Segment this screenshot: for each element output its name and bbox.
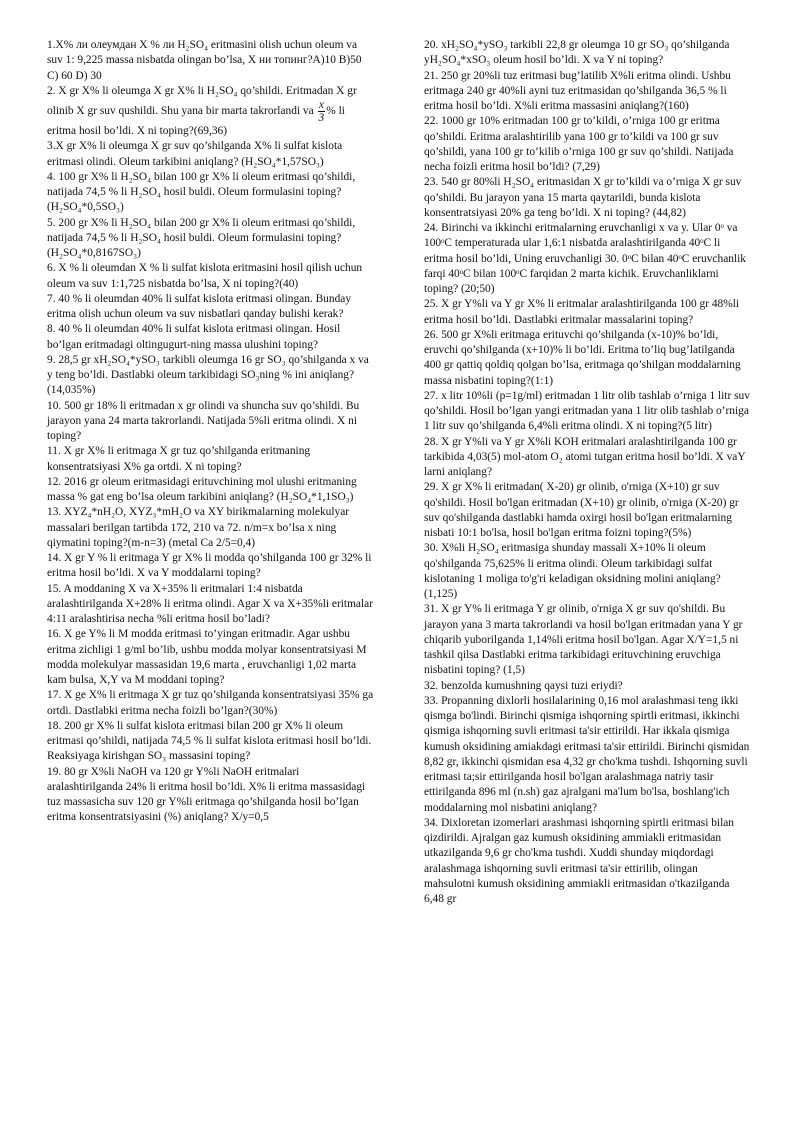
question-text: 15. A moddaning X va X+35% li eritmalari 1:4 nisbatda aralashtirilganda X+28% li eritma olindi. Agar X va X+35%li eritmalar 4:11 aralashtirisa necha %li eritma hosil bo’ladi? (47, 582, 373, 625)
question-text: 29. X gr X% li eritmadan( X-20) gr olinib, o'rniga (X+10) gr suv qo'shildi. Hosil bo'lgan eritmadan (X+10) gr olinib, o'rniga (X-20) gr suv qo'shilganda dastlabki hamda oxirgi hosil bo'lgan eritmalarning nisbati 10:1 bo'lsa, hosil bo'lgan eritma foizni toping?(5%) (424, 481, 739, 539)
question-text: 30. X%li H₂SO₄ eritmasiga shunday massali X+10% li oleum qo'shilganda 75,625% li eritma olindi. Oleum tarkibidagi sulfat kislotaning 1 moliga to'g'ri keladigan oksidning molini aniqlang?(1,125) (424, 542, 721, 600)
question-21 (424, 69, 750, 115)
question-text: 25. X gr Y%li va Y gr X% li eritmalar aralashtirilganda 100 gr 48%li eritma hosil bo’ldi. Dastlabki eritmalar massalarini toping? (424, 298, 740, 326)
question-text: 1.X% ли олеумдан X % ли H₂SO₄ eritmasini olish uchun oleum va suv 1: 9,225 massa nisbatda olingan bo’lsa, X ни топинг?A)10 B)50 C) 60 D) 30 (47, 39, 362, 82)
question-32 (424, 679, 750, 694)
question-text: 7. 40 % li oleumdan 40% li sulfat kislota eritmasi olingan. Bunday eritma olish uchun oleum va suv nisbatlari qanday bulishi kerak? (47, 292, 352, 320)
question-text: 14. X gr Y % li eritmaga Y gr X% li modda qo’shilganda 100 gr 32% li eritma hosil bo’ldi. X va Y moddalarni toping? (47, 552, 372, 580)
question-24 (424, 221, 750, 297)
question-text: 5. 200 gr X% li H₂SO₄ bilan 200 gr X% li oleum eritmasi qo’shildi, natijada 74,5 % li H₂SO₄ hosil buldi. Oleum formulasini toping? (H₂SO₄*0,8167SO₃) (47, 216, 356, 259)
question-7 (47, 292, 374, 323)
question-26 (424, 328, 750, 389)
question-20 (424, 38, 750, 69)
question-14 (47, 551, 374, 582)
question-text: 3.X gr X% li oleumga X gr suv qo’shilganda X% li sulfat kislota eritmasi olindi. Oleum tarkibini aniqlang? (H₂SO₄*1,57SO₃) (47, 140, 343, 168)
question-text: 24. Birinchi va ikkinchi eritmalarning eruvchanligi x va y. Ular 0ᵒ va 100ᵒC temperaturada ular 1,6:1 nisbatda aralashtirilganda 40ᵒC li eritma hosil bo’ldi, Uning eruvchanligi 30. 0ᵒC bilan 40ᵒC eruvchanlik farqi 40ᵒC bilan 100ᵒC farqidan 2 marta kichik. Eruvchanliklarni toping? (20;50) (424, 222, 746, 295)
right-column (424, 38, 750, 907)
question-9 (47, 353, 374, 399)
question-30 (424, 541, 750, 602)
question-22 (424, 114, 750, 175)
question-29 (424, 480, 750, 541)
question-text: 9. 28,5 gr xH₂SO₄*ySO₃ tarkibli oleumga 16 gr SO₃ qo’shilganda x va y teng bo’ldi. Dastlabki oleum tarkibidagi SO₃ning % ini aniqlang?(14,035%) (47, 353, 369, 397)
question-10 (47, 399, 374, 445)
question-text: 12. 2016 gr oleum eritmasidagi erituvchining mol ulushi eritmaning massa % gat eng bo’lsa oleum tarkibini aniqlang? (H₂SO₄*1,1SO₃) (47, 475, 357, 503)
question-text: % li eritma hosil bo’ldi. X ni toping?(69,36) (47, 105, 345, 137)
question-text: 19. 80 gr X%li NaOH va 120 gr Y%li NaOH eritmalari aralashtirilganda 24% li eritma hosil bo’ldi. X% li eritma massasidagi tuz massasicha suv 120 gr Y%li eritmaga qo’shilganda hosil bo’lgan eritma konsentratsiyasini (%) aniqlang? X/y=0,5 (47, 765, 366, 824)
question-2 (47, 84, 374, 140)
question-text: 6. X % li oleumdan X % li sulfat kislota eritmasini hosil qilish uchun oleum va suv 1:1,725 nisbatda bo’lsa, X ni toping?(40) (47, 262, 363, 290)
fraction-denominator: 3 (318, 112, 325, 124)
question-text: 23. 540 gr 80%li H₂SO₄ eritmasidan X gr to’kildi va o’rniga X gr suv qo’shildi. Bu jarayon yana 15 marta qaytarildi, bunda kislota konsentratsiyasi 20% ga teng bo’ldi. X ni toping? (44,82) (424, 176, 742, 219)
question-16 (47, 627, 374, 688)
question-text: 16. X ge Y% li M modda eritmasi to’yingan eritmadir. Agar ushbu eritma zichligi 1 g/ml bo’lib, ushbu modda molyar konsentratsiyasi M modda molekulyar massasidan 19,6 marta , eruvchanligi 1,02 marta kam bulsa, X,Y va M moddani toping? (47, 628, 367, 686)
question-18 (47, 719, 374, 765)
question-23 (424, 175, 750, 221)
question-15 (47, 582, 374, 628)
question-text: 21. 250 gr 20%li tuz eritmasi bug’latilib X%li eritma olindi. Ushbu eritmaga 240 gr 40%li ayni tuz eritmasidan qo’shilganda 36,5 % li eritma hosil bo’ldi. X%li eritma massasini aniqlang?(160) (424, 69, 731, 112)
question-text: 32. benzolda kumushning qaysi tuzi eriydi? (424, 679, 623, 692)
question-text: 33. Propanning dixlorli hosilalarining 0,16 mol aralashmasi teng ikki qismga bo'lindi. Birinchi qismiga ishqorning spirtli eritmasi, ikkinchi qismiga ishqorning suvli eritmasi ta'sir ettirildi. Har ikkala qismiga kumush oksidining amiakdagi eritmasi ta'sir ettirildi. Birinchi qismidan 8,82 gr, ikkinchi qismidan esa 4,32 gr cho'kma tushdi. Ishqorning suvli eritmasi ta;sir ettirilganda hosil bo'lgan aralashmaga natriy tasir ettirilganda 896 ml (n.sh) gaz ajralgani ma'lum bo'lsa, boshlang'ich moddalarning mol nisbatini aniqlang? (424, 694, 750, 814)
question-17 (47, 688, 374, 719)
question-text: 4. 100 gr X% li H₂SO₄ bilan 100 gr X% li oleum eritmasi qo’shildi, natijada 74,5 % li H₂SO₄ hosil buldi. Oleum formulasini toping? (H₂SO₄*0,5SO₃) (47, 170, 356, 214)
question-text: 2. X gr X% li oleumga X gr X% li H₂SO₄ qo’shildi. Eritmadan X gr olinib X gr suv qushildi. Shu yana bir marta takrorlandi va (47, 84, 357, 118)
question-4 (47, 170, 374, 216)
question-text: 17. X ge X% li eritmaga X gr tuz qo’shilganda konsentratsiyasi 35% ga ortdi. Dastlabki eritma necha foizli bo’lgan?(30%) (47, 689, 374, 717)
question-12 (47, 475, 374, 506)
fraction (318, 99, 326, 124)
question-text: 18. 200 gr X% li sulfat kislota eritmasi bilan 200 gr X% li oleum eritmasi qo’shildi, natijada 74,5 % li sulfat kislota eritmasi hosil bo’ldi. Reaksiyaga kirishgan SO₃ massasini toping? (47, 719, 372, 763)
question-28 (424, 435, 750, 481)
question-text: 22. 1000 gr 10% eritmadan 100 gr to’kildi, o’rniga 100 gr eritma qo’shildi. Eritma aralashtirilib yana 100 gr to’kildi va 100 gr suv qo’shildi, yana 100 gr to’kilib o’rniga 100 gr suv qo’shildi. Natijada necha foizli eritma hosil bo’ldi? (7,29) (424, 115, 734, 173)
left-column (47, 38, 374, 826)
question-8 (47, 322, 374, 353)
question-text: 26. 500 gr X%li eritmaga erituvchi qo’shilganda (x-10)% bo’ldi, eruvchi qo’shilganda (x+10)% li bo’ldi. Eritma to’liq bug’latilganda 400 gr qattiq qoldiq qolgan bo’lsa, eritmaga qo’shilgan moddalarning massa nisbatini toping?(1:1) (424, 328, 741, 387)
question-text: 34. Dixloretan izomerlari arashmasi ishqorning spirtli eritmasi bilan qizdirildi. Ajralgan gaz kumush oksidining ammiakli eritmasidan utkazilganda 9,6 gr cho'kma tushdi. Xuddi shunday miqdordagi aralashmaga ishqorning suvli eritmasi ta'sir ettirilib, olingan mahsulotni kumush oksidining ammiakli eritmasidan o'tkazilganda 6,48 gr (424, 816, 735, 905)
question-6 (47, 261, 374, 292)
question-text: 8. 40 % li oleumdan 40% li sulfat kislota eritmasi olingan. Hosil bo’lgan eritmadagi oltingugurt-ning massa ulushini toping? (47, 323, 341, 351)
question-text: 10. 500 gr 18% li eritmadan x gr olindi va shuncha suv qo’shildi. Bu jarayon yana 24 marta takrorlandi. Natijada 5%li eritma olindi. X ni toping? (47, 399, 360, 442)
question-3 (47, 139, 374, 170)
question-27 (424, 389, 750, 435)
question-25 (424, 297, 750, 328)
question-11 (47, 444, 374, 475)
question-text: 20. xH₂SO₄*ySO₃ tarkibli 22,8 gr oleumga 10 gr SO₃ qo’shilganda yH₂SO₄*xSO₃ oleum hosil bo’ldi. X va Y ni toping? (424, 39, 730, 67)
question-13 (47, 505, 374, 551)
question-1 (47, 38, 374, 84)
question-33 (424, 694, 750, 816)
question-text: 13. XYZ₄*nH₂O, XYZ₃*mH₂O va XY birikmalarning molekulyar massalari berilgan tartibda 172, 210 va 72. n/m=x bo’lsa x ning qiymatini toping?(m-n=3) (metal Ca 2/5=0,4) (47, 506, 350, 549)
question-34 (424, 816, 750, 908)
question-text: 27. x litr 10%li (p=1g/ml) eritmadan 1 litr olib tashlab o’rniga 1 litr suv qo’shildi. Hosil bo’lgan yangi eritmadan yana 1 litr olib tashlab o’rniga 1 litr suv qo’shilganda 6,4%li eritma olindi. X ni toping?(5 litr) (424, 389, 750, 433)
question-19 (47, 765, 374, 826)
question-5 (47, 216, 374, 262)
question-text: 28. X gr Y%li va Y gr X%li KOH eritmalari aralashtirilganda 100 gr tarkibida 4,03(5) mol-atom O₂ atomi tutgan eritma hosil bo’ldi. X vaY larni aniqlang? (424, 435, 746, 478)
question-text: 31. X gr Y% li eritmaga Y gr olinib, o'rniga X gr suv qo'shildi. Bu jarayon yana 3 marta takrorlandi va hosil bo'lgan eritmadan yana Y gr chiqarib yuborilganda 1,14%li eritma hosil bo'lgan. Agar X/Y=1,5 ni tashkil qilsa Dastlabki eritma tarkibidagi erituvchining eruvchiga nisbatini toping? (1,5) (424, 603, 743, 677)
question-text: 11. X gr X% li eritmaga X gr tuz qo’shilganda eritmaning konsentratsiyasi X% ga ortdi. X ni toping? (47, 445, 311, 473)
question-31 (424, 602, 750, 678)
fraction-numerator: x (318, 99, 324, 111)
